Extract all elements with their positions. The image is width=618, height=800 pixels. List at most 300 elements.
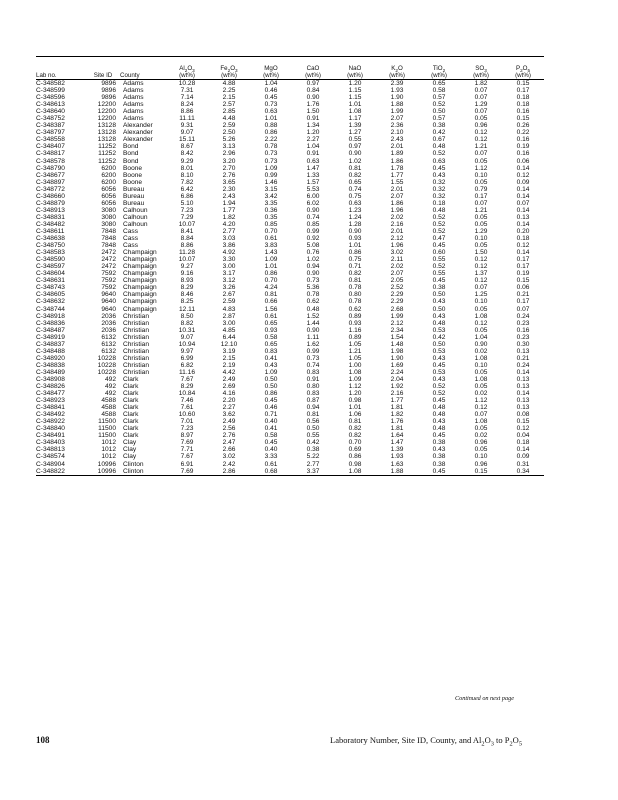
cell-county: Calhoun — [123, 220, 148, 228]
cell-value: 2.50 — [222, 129, 236, 137]
cell-value: 0.06 — [516, 157, 530, 165]
cell-county: Adams — [123, 80, 144, 87]
cell-lab-no: C-348631 — [36, 277, 65, 285]
cell-county: Christian — [123, 361, 150, 369]
cell-value: 0.08 — [516, 411, 530, 419]
table-row — [36, 115, 544, 122]
header-oxide — [250, 57, 292, 80]
cell-value: 2.01 — [390, 143, 404, 151]
cell-value: 0.07 — [474, 411, 488, 419]
cell-lab-no: C-348744 — [36, 305, 65, 313]
cell-site-id: 11252 — [98, 150, 116, 158]
cell-site-id: 7848 — [101, 242, 116, 250]
cell-value: 6.02 — [306, 199, 320, 207]
cell-value: 0.31 — [516, 460, 530, 468]
cell-site-id: 7592 — [101, 270, 116, 278]
cell-value: 1.63 — [390, 460, 404, 468]
cell-value: 0.45 — [418, 468, 460, 476]
cell-county: Calhoun — [123, 206, 148, 214]
oxide-formula: $K_2O$ — [391, 65, 403, 74]
cell-value: 0.19 — [516, 270, 530, 278]
cell-county: Clark — [123, 425, 139, 433]
cell-site-id: 10996 — [97, 460, 116, 468]
header-oxide — [460, 57, 502, 80]
cell-site-id: 10996 — [86, 468, 120, 476]
cell-site-id: 3080 — [101, 213, 116, 221]
page-footer: Laboratory Number, Site ID, County, and $Al_2O_3$ to $P_2O_5$ — [330, 735, 522, 748]
cell-value: 0.85 — [264, 220, 278, 228]
cell-value: 9.27 — [180, 263, 194, 271]
cell-value: 0.04 — [516, 432, 530, 440]
oxide-formula: CaO — [306, 65, 320, 72]
cell-value: 0.38 — [432, 284, 446, 292]
cell-lab-no: C-348638 — [36, 235, 65, 243]
oxide-unit: (wt%) — [473, 72, 489, 79]
cell-value: 0.07 — [474, 87, 488, 95]
cell-value: 0.35 — [264, 213, 278, 221]
cell-value: 9.16 — [180, 270, 194, 278]
cell-value: 0.16 — [516, 136, 530, 144]
cell-value: 1.88 — [376, 468, 418, 476]
cell-value: 1.99 — [390, 312, 404, 320]
cell-value: 3.12 — [222, 277, 236, 285]
cell-value: 7.82 — [180, 178, 194, 186]
cell-value: 0.40 — [264, 418, 278, 426]
cell-value: 0.09 — [516, 453, 530, 461]
cell-value: 0.06 — [516, 284, 530, 292]
cell-value: 0.73 — [306, 277, 320, 285]
cell-value: 0.18 — [516, 101, 530, 109]
header-site-id: Site ID — [86, 57, 120, 80]
table-row — [36, 94, 544, 101]
cell-lab-no: C-348923 — [36, 397, 65, 405]
cell-value: 9.97 — [180, 347, 194, 355]
cell-value: 3.19 — [222, 347, 236, 355]
cell-value: 0.43 — [432, 354, 446, 362]
cell-value: 0.63 — [264, 108, 278, 116]
cell-site-id: 7592 — [101, 284, 116, 292]
cell-value: 0.45 — [264, 397, 278, 405]
cell-value: 1.33 — [306, 171, 320, 179]
oxide-unit: (wt%) — [179, 72, 195, 79]
cell-lab-no: C-348407 — [36, 143, 65, 151]
cell-site-id: 12200 — [97, 108, 116, 116]
cell-county: Bond — [123, 150, 139, 158]
cell-value: 0.18 — [432, 199, 446, 207]
cell-value: 0.26 — [516, 122, 530, 130]
cell-value: 0.14 — [516, 206, 530, 214]
cell-value: 0.74 — [348, 185, 362, 193]
cell-value: 1.82 — [222, 213, 236, 221]
cell-lab-no: C-348596 — [36, 94, 65, 102]
cell-value: 3.86 — [222, 242, 236, 250]
cell-value: 2.22 — [264, 136, 278, 144]
table-row — [36, 453, 544, 460]
cell-value: 0.65 — [264, 319, 278, 327]
cell-value: 2.16 — [390, 220, 404, 228]
cell-value: 2.01 — [390, 185, 404, 193]
cell-site-id: 7592 — [101, 277, 116, 285]
cell-value: 7.71 — [180, 446, 194, 454]
cell-value: 1.50 — [474, 249, 488, 257]
header-oxide — [502, 57, 544, 80]
cell-value: 0.41 — [264, 425, 278, 433]
cell-site-id: 1012 — [101, 446, 116, 454]
table-row — [36, 277, 544, 284]
cell-site-id: 9896 — [101, 87, 116, 95]
cell-value: 1.09 — [264, 368, 278, 376]
cell-value: 2.12 — [390, 319, 404, 327]
cell-value: 1.46 — [264, 178, 278, 186]
cell-value: 4.20 — [222, 220, 236, 228]
cell-value: 1.08 — [334, 468, 376, 476]
cell-value: 7.61 — [180, 404, 194, 412]
cell-value: 1.55 — [390, 178, 404, 186]
cell-lab-no: C-348604 — [36, 270, 65, 278]
table-row — [36, 165, 544, 172]
cell-value: 0.99 — [306, 227, 320, 235]
cell-value: 0.82 — [348, 425, 362, 433]
cell-value: 0.81 — [348, 418, 362, 426]
cell-county: Clark — [123, 375, 139, 383]
cell-value: 0.10 — [474, 171, 488, 179]
cell-value: 0.86 — [348, 249, 362, 257]
cell-value: 1.76 — [390, 418, 404, 426]
cell-value: 1.88 — [390, 101, 404, 109]
cell-value: 0.18 — [516, 235, 530, 243]
cell-site-id: 9640 — [101, 298, 116, 306]
cell-value: 7.23 — [180, 425, 194, 433]
cell-lab-no: C-348897 — [36, 178, 65, 186]
cell-value: 1.04 — [306, 143, 320, 151]
cell-value: 1.25 — [474, 291, 488, 299]
cell-value: 0.76 — [306, 249, 320, 257]
cell-site-id: 11500 — [98, 425, 116, 433]
page-number: 108 — [36, 735, 50, 745]
cell-value: 0.53 — [432, 368, 446, 376]
cell-value: 0.16 — [516, 150, 530, 158]
header-lab-no: Lab no. — [36, 57, 86, 80]
cell-site-id: 4588 — [101, 397, 116, 405]
table-row — [36, 256, 544, 263]
oxide-formula: $P_2O_5$ — [515, 65, 531, 74]
cell-value: 7.46 — [180, 397, 194, 405]
cell-value: 1.29 — [474, 101, 488, 109]
cell-value: 0.83 — [264, 347, 278, 355]
cell-value: 0.50 — [432, 291, 446, 299]
cell-value: 0.73 — [264, 101, 278, 109]
cell-lab-no: C-348599 — [36, 87, 65, 95]
cell-value: 0.17 — [474, 192, 488, 200]
cell-value: 0.05 — [474, 242, 488, 250]
cell-site-id: 12200 — [97, 101, 116, 109]
cell-value: 0.15 — [516, 277, 530, 285]
cell-value: 0.14 — [516, 368, 530, 376]
cell-value: 2.15 — [222, 94, 236, 102]
cell-value: 10.07 — [178, 220, 196, 228]
cell-value: 0.45 — [432, 397, 446, 405]
cell-value: 0.10 — [474, 235, 488, 243]
cell-value: 1.82 — [474, 80, 488, 87]
table-row — [36, 214, 544, 221]
cell-value: 0.43 — [432, 298, 446, 306]
cell-lab-no: C-348574 — [36, 453, 65, 461]
cell-value: 0.13 — [516, 383, 530, 391]
cell-lab-no: C-348797 — [36, 129, 65, 137]
cell-value: 1.02 — [306, 256, 320, 264]
cell-site-id: 12200 — [97, 115, 116, 123]
cell-value: 0.91 — [306, 115, 320, 123]
cell-county: Clay — [123, 439, 137, 447]
cell-county: Champaign — [123, 249, 157, 257]
cell-value: 0.82 — [348, 270, 362, 278]
cell-site-id: 6056 — [101, 199, 116, 207]
cell-value: 2.47 — [222, 439, 236, 447]
cell-value: 2.67 — [222, 291, 236, 299]
cell-value: 10.07 — [178, 256, 196, 264]
cell-lab-no: C-348640 — [36, 108, 65, 116]
cell-site-id: 6132 — [101, 340, 116, 348]
cell-value: 0.13 — [516, 397, 530, 405]
cell-county: Christian — [123, 354, 150, 362]
cell-value: 2.19 — [222, 361, 236, 369]
cell-value: 0.17 — [516, 263, 530, 271]
cell-value: 0.43 — [432, 418, 446, 426]
cell-site-id: 6132 — [101, 347, 116, 355]
cell-value: 0.14 — [516, 390, 530, 398]
cell-county: Clinton — [120, 468, 166, 476]
table-row — [36, 108, 544, 115]
cell-value: 1.04 — [474, 333, 488, 341]
cell-lab-no: C-348908 — [36, 375, 65, 383]
cell-site-id: 2036 — [101, 319, 116, 327]
cell-county: Adams — [123, 87, 144, 95]
cell-lab-no: C-348578 — [36, 157, 65, 165]
cell-value: 0.48 — [432, 425, 446, 433]
cell-value: 2.86 — [208, 468, 250, 476]
cell-value: 0.21 — [516, 291, 530, 299]
cell-county: Boone — [123, 178, 143, 186]
cell-value: 7.67 — [180, 375, 194, 383]
cell-value: 1.09 — [264, 256, 278, 264]
cell-value: 3.00 — [222, 263, 236, 271]
cell-value: 0.52 — [432, 220, 446, 228]
cell-value: 15.11 — [178, 136, 195, 144]
cell-value: 11.28 — [178, 249, 195, 257]
oxide-formula: $Al_2O_3$ — [179, 65, 195, 74]
cell-value: 1.15 — [348, 87, 362, 95]
cell-value: 1.77 — [390, 171, 404, 179]
cell-value: 0.61 — [264, 312, 278, 320]
cell-value: 0.45 — [264, 94, 278, 102]
cell-value: 0.90 — [306, 94, 320, 102]
cell-county: Clark — [123, 397, 139, 405]
cell-value: 2.11 — [390, 256, 404, 264]
cell-site-id: 6132 — [101, 333, 116, 341]
cell-value: 0.82 — [348, 432, 362, 440]
cell-value: 0.50 — [432, 305, 446, 313]
cell-lab-no: C-348743 — [36, 284, 65, 292]
cell-value: 2.57 — [222, 101, 236, 109]
cell-value: 7.69 — [166, 468, 208, 476]
cell-value: 1.89 — [390, 150, 404, 158]
cell-value: 0.14 — [516, 220, 530, 228]
table-row — [36, 172, 544, 179]
cell-value: 3.65 — [222, 178, 236, 186]
cell-value: 0.07 — [516, 199, 530, 207]
cell-value: 7.14 — [180, 94, 194, 102]
cell-value: 3.35 — [264, 199, 278, 207]
cell-value: 1.94 — [222, 199, 236, 207]
cell-lab-no: C-348605 — [36, 291, 65, 299]
cell-value: 0.38 — [432, 122, 446, 130]
cell-value: 0.57 — [432, 115, 446, 123]
cell-value: 8.29 — [180, 383, 194, 391]
cell-value: 1.39 — [348, 122, 362, 130]
cell-value: 0.83 — [306, 368, 320, 376]
cell-value: 2.87 — [222, 312, 236, 320]
cell-value: 1.09 — [348, 375, 362, 383]
cell-value: 2.85 — [222, 108, 236, 116]
cell-value: 3.42 — [264, 192, 278, 200]
table-row — [36, 235, 544, 242]
cell-lab-no: C-348597 — [36, 263, 65, 271]
cell-value: 0.12 — [474, 404, 488, 412]
table-row — [36, 200, 544, 207]
cell-value: 0.91 — [306, 375, 320, 383]
cell-value: 1.64 — [390, 432, 404, 440]
table-row — [36, 242, 544, 249]
cell-value: 2.49 — [222, 418, 236, 426]
cell-county: Clay — [123, 446, 137, 454]
cell-value: 1.43 — [264, 249, 278, 257]
cell-value: 1.93 — [390, 87, 404, 95]
cell-value: 0.45 — [432, 432, 446, 440]
cell-value: 0.94 — [306, 404, 320, 412]
cell-value: 3.00 — [222, 319, 236, 327]
continued-note: Continued on next page — [455, 695, 514, 702]
table-row — [36, 298, 544, 305]
cell-value: 3.20 — [222, 157, 236, 165]
cell-value: 3.33 — [264, 453, 278, 461]
table-row — [36, 348, 544, 355]
table-row — [36, 129, 544, 136]
cell-value: 4.16 — [222, 390, 236, 398]
cell-value: 2.29 — [390, 298, 404, 306]
cell-county: Champaign — [123, 277, 157, 285]
cell-county: Champaign — [123, 284, 157, 292]
cell-value: 9.31 — [180, 122, 194, 130]
table-row — [36, 87, 544, 94]
cell-value: 1.50 — [306, 108, 320, 116]
cell-value: 1.27 — [348, 129, 362, 137]
cell-value: 0.02 — [474, 390, 488, 398]
cell-value: 1.01 — [348, 242, 362, 250]
cell-lab-no: C-348817 — [36, 150, 65, 158]
cell-value: 10.31 — [178, 326, 196, 334]
cell-value: 0.53 — [432, 326, 446, 334]
cell-value: 0.07 — [474, 108, 488, 116]
cell-value: 0.71 — [348, 263, 362, 271]
cell-site-id: 10228 — [97, 361, 116, 369]
cell-value: 5.22 — [306, 453, 320, 461]
cell-value: 0.12 — [516, 425, 530, 433]
cell-county: Champaign — [123, 263, 157, 271]
cell-value: 0.30 — [516, 340, 530, 348]
cell-value: 1.05 — [348, 354, 362, 362]
oxide-unit: (wt%) — [263, 72, 279, 79]
cell-value: 0.79 — [474, 185, 488, 193]
cell-value: 2.01 — [390, 227, 404, 235]
cell-value: 1.01 — [348, 404, 362, 412]
table-row — [36, 143, 544, 150]
cell-value: 0.18 — [516, 439, 530, 447]
cell-value: 10.84 — [178, 390, 196, 398]
cell-county: Clark — [123, 432, 139, 440]
header-county: County — [120, 57, 166, 80]
cell-value: 1.52 — [306, 312, 320, 320]
cell-value: 0.52 — [432, 101, 446, 109]
cell-value: 1.08 — [348, 368, 362, 376]
cell-county: Bureau — [123, 199, 145, 207]
cell-value: 0.32 — [432, 178, 446, 186]
cell-value: 0.92 — [306, 235, 320, 243]
cell-value: 0.15 — [516, 80, 530, 87]
cell-value: 0.78 — [264, 143, 278, 151]
cell-county: Alexander — [123, 129, 153, 137]
cell-lab-no: C-348611 — [36, 227, 65, 235]
cell-site-id: 10228 — [97, 368, 116, 376]
cell-county: Clark — [123, 404, 139, 412]
cell-value: 8.84 — [180, 235, 194, 243]
cell-site-id: 3080 — [101, 220, 116, 228]
cell-site-id: 2472 — [101, 263, 116, 271]
cell-value: 0.75 — [348, 192, 362, 200]
cell-site-id: 2036 — [101, 326, 116, 334]
cell-value: 1.62 — [306, 340, 320, 348]
cell-value: 0.48 — [432, 404, 446, 412]
oxide-unit: (wt%) — [221, 72, 237, 79]
cell-value: 0.42 — [306, 439, 320, 447]
cell-value: 0.61 — [264, 460, 278, 468]
cell-site-id: 1012 — [101, 453, 116, 461]
cell-value: 1.15 — [348, 94, 362, 102]
cell-value: 0.56 — [306, 418, 320, 426]
cell-lab-no: C-348677 — [36, 171, 65, 179]
cell-value: 0.14 — [516, 249, 530, 257]
cell-value: 1.12 — [348, 383, 362, 391]
cell-value: 0.83 — [306, 390, 320, 398]
cell-value: 0.65 — [432, 80, 446, 87]
cell-value: 3.15 — [264, 185, 278, 193]
cell-value: 0.65 — [264, 340, 278, 348]
cell-value: 0.15 — [516, 418, 530, 426]
table-row — [36, 221, 544, 228]
oxide-formula: $Fe_2O_3$ — [220, 65, 238, 74]
cell-value: 0.40 — [264, 446, 278, 454]
cell-value: 5.53 — [306, 185, 320, 193]
cell-value: 0.12 — [516, 242, 530, 250]
oxide-formula: $SO_3$ — [475, 65, 487, 74]
cell-value: 3.03 — [222, 235, 236, 243]
table-row — [36, 404, 544, 411]
cell-value: 8.10 — [180, 171, 194, 179]
cell-value: 2.07 — [390, 115, 404, 123]
cell-value: 1.81 — [390, 425, 404, 433]
table-row — [36, 101, 544, 108]
cell-value: 0.96 — [474, 122, 488, 130]
cell-value: 4.24 — [264, 284, 278, 292]
